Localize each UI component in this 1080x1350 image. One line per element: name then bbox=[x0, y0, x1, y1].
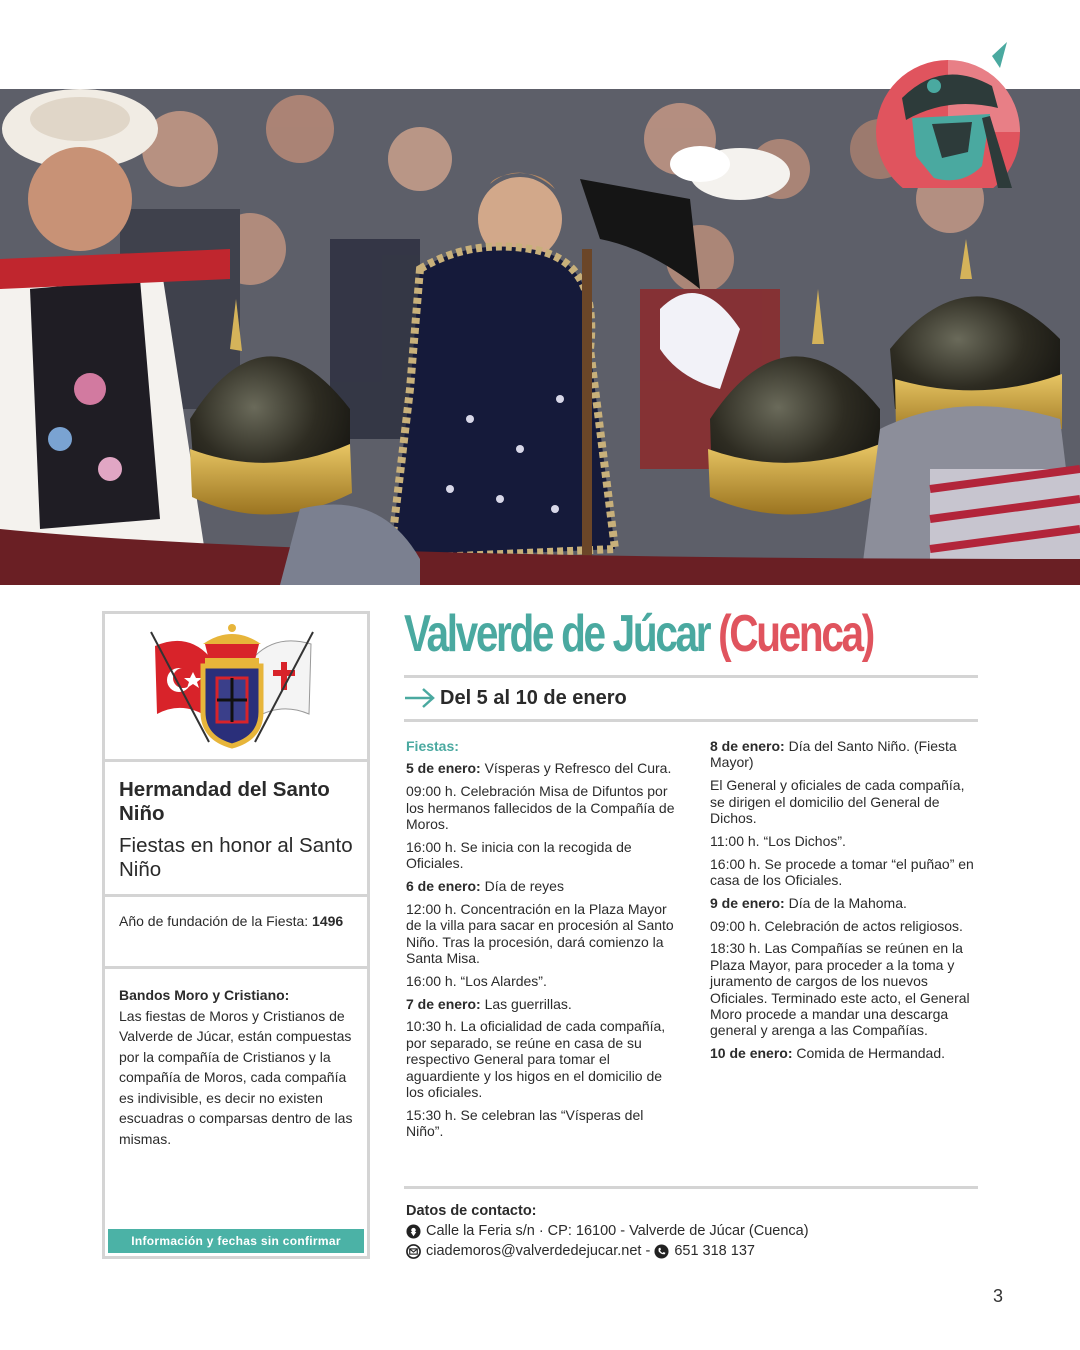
contact-email[interactable]: ciademoros@valverdedejucar.net bbox=[426, 1243, 642, 1259]
unconfirmed-badge: Información y fechas sin confirmar bbox=[108, 1229, 364, 1253]
contact-label: Datos de contacto: bbox=[406, 1203, 537, 1219]
program-item: 6 de enero: Día de reyes bbox=[406, 878, 564, 895]
title-province: (Cuenca) bbox=[718, 605, 873, 663]
program-item: 8 de enero: Día del Santo Niño. (Fiesta Mayor) bbox=[710, 738, 957, 771]
organization-section bbox=[105, 762, 367, 897]
program-item: 10:30 h. La oficialidad de cada compañía, por separado, se reúne en casa de su respectivo General para tomar el aguardiente y los higos en el domicilio de los oficiales. bbox=[406, 1018, 666, 1101]
contact-address: Calle la Feria s/n · CP: 16100 - Valverde de Júcar (Cuenca) bbox=[426, 1223, 809, 1239]
program-item: 9 de enero: Día de la Mahoma. bbox=[710, 894, 907, 911]
organization-name: Hermandad del Santo Niño bbox=[119, 778, 330, 825]
email-icon bbox=[406, 1244, 421, 1259]
program-item: 18:30 h. Las Compañías se reúnen en la Plaza Mayor, para proceder a la toma y juramento de cargos de los nuevos Oficiales. Terminado este acto, el General Moro procede a mandar una descarga general y arenga a las Compañías. bbox=[710, 940, 970, 1039]
date-range bbox=[404, 686, 627, 710]
divider bbox=[404, 719, 978, 722]
program-item: 16:00 h. Se procede a tomar “el puñao” en casa de los Oficiales. bbox=[710, 855, 974, 889]
foundation-label: Año de fundación de la Fiesta: bbox=[119, 913, 309, 929]
phone-icon bbox=[654, 1244, 669, 1259]
page-title bbox=[404, 604, 873, 664]
coat-of-arms-icon bbox=[147, 622, 317, 752]
foundation-year: 1496 bbox=[312, 913, 344, 929]
program-item: 09:00 h. Celebración de actos religiosos. bbox=[710, 917, 963, 934]
program-label: Fiestas: bbox=[406, 738, 459, 754]
bands-title: Bandos Moro y Cristiano: bbox=[119, 987, 290, 1003]
program-item: 7 de enero: Las guerrillas. bbox=[406, 995, 572, 1012]
contact-section bbox=[406, 1201, 809, 1261]
coat-of-arms-section bbox=[105, 614, 367, 762]
program-item: 16:00 h. Se inicia con la recogida de Oficiales. bbox=[406, 838, 632, 872]
title-town: Valverde de Júcar bbox=[404, 605, 710, 663]
program-column-2 bbox=[710, 738, 982, 1068]
program-item: 11:00 h. “Los Dichos”. bbox=[710, 832, 846, 849]
contact-separator: - bbox=[641, 1243, 655, 1259]
program-item: 16:00 h. “Los Alardes”. bbox=[406, 972, 547, 989]
date-range-text: Del 5 al 10 de enero bbox=[440, 686, 627, 709]
foundation-section bbox=[105, 897, 367, 969]
program-item: 09:00 h. Celebración Misa de Difuntos por los hermanos fallecidos de la Compañía de Moros. bbox=[406, 783, 675, 833]
organization-subtitle: Fiestas en honor al Santo Niño bbox=[119, 834, 353, 881]
program-item: El General y oficiales de cada compañía, se dirigen el domicilio del General de Dichos. bbox=[710, 777, 965, 827]
divider bbox=[404, 675, 978, 678]
location-pin-icon bbox=[406, 1224, 421, 1239]
arrow-right-icon bbox=[404, 686, 436, 710]
contact-address-row bbox=[406, 1221, 809, 1241]
contact-email-phone-row bbox=[406, 1241, 809, 1261]
info-card bbox=[102, 611, 370, 1259]
divider bbox=[404, 1186, 978, 1189]
program-column-1 bbox=[406, 738, 676, 1146]
page-number: 3 bbox=[993, 1286, 1004, 1306]
bands-section bbox=[105, 969, 367, 1149]
program-item: 12:00 h. Concentración en la Plaza Mayor de la villa para sacar en procesión al Santo Niño. Tras la procesión, dará comienzo la Santa Misa. bbox=[406, 900, 674, 967]
bands-text: Las fiestas de Moros y Cristianos de Valverde de Júcar, están compuestas por la compañía de Cristianos y la compañía de Moros, cada compañía es indivisible, es decir no existen escuadras o comparsas dentro de las mismas. bbox=[119, 1007, 353, 1147]
program-item: 10 de enero: Comida de Hermandad. bbox=[710, 1045, 946, 1062]
contact-phone[interactable]: 651 318 137 bbox=[674, 1243, 755, 1259]
program-item: 15:30 h. Se celebran las “Vísperas del Niño”. bbox=[406, 1106, 644, 1140]
moor-character-emblem bbox=[872, 38, 1032, 188]
program-item: 5 de enero: Vísperas y Refresco del Cura. bbox=[406, 760, 672, 777]
